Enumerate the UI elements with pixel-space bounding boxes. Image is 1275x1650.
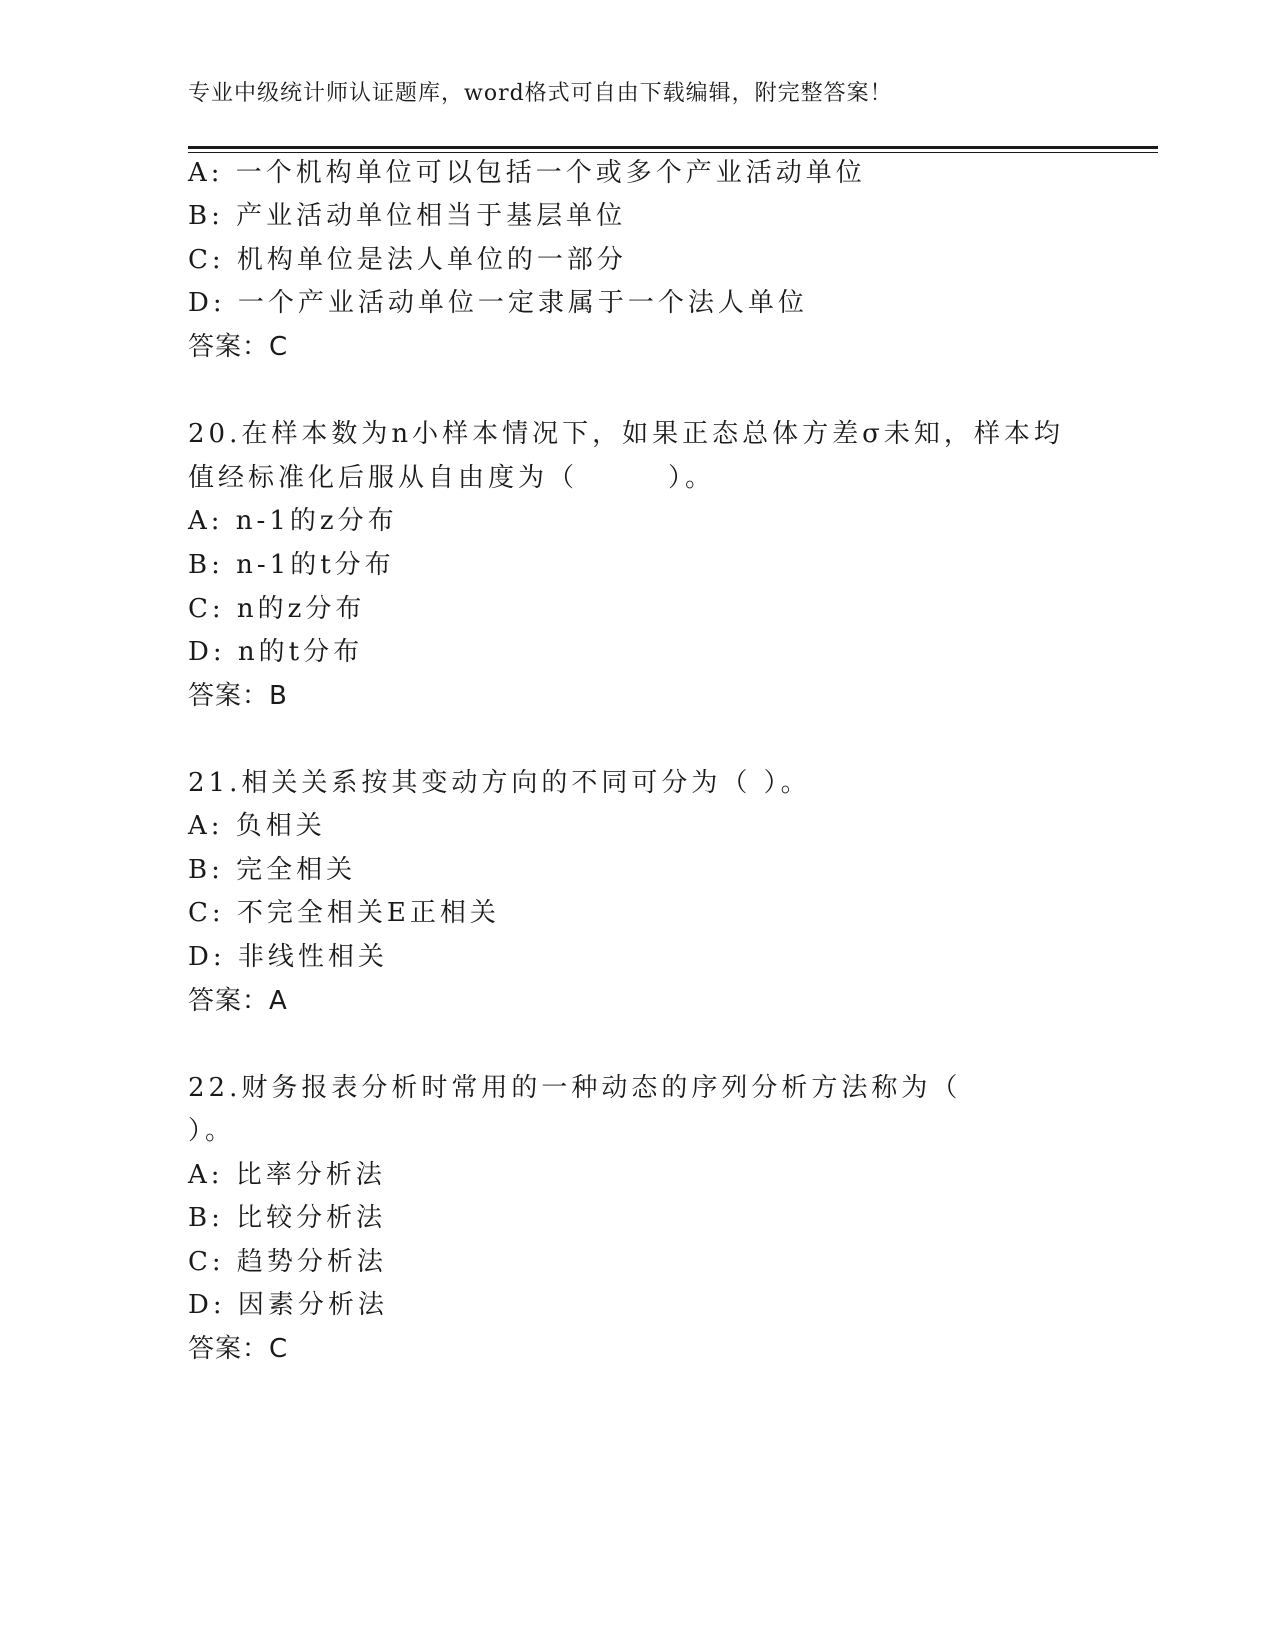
- q20-stem-line2: 值经标准化后服从自由度为（ ）。: [188, 463, 716, 493]
- q19-option-a: A: 一个机构单位可以包括一个或多个产业活动单位: [188, 158, 866, 188]
- q20-answer: 答案：B: [188, 681, 288, 711]
- q20-stem-line1: 20.在样本数为n小样本情况下，如果正态总体方差σ未知，样本均: [188, 419, 1064, 449]
- q19-option-c: C: 机构单位是法人单位的一部分: [188, 245, 627, 275]
- q21-option-c: C: 不完全相关E正相关: [188, 898, 500, 928]
- q20-option-b: B: n-1的t分布: [188, 550, 395, 580]
- q21-option-b: B: 完全相关: [188, 855, 357, 885]
- q22-stem-line2: ）。: [188, 1116, 236, 1146]
- page-header: 专业中级统计师认证题库，word格式可自由下载编辑，附完整答案！: [188, 81, 893, 106]
- q20-option-c: C: n的z分布: [188, 594, 366, 624]
- header-rule-thick: [188, 146, 1158, 149]
- q22-option-a: A: 比率分析法: [188, 1160, 386, 1190]
- q21-stem-line1: 21.相关关系按其变动方向的不同可分为（ ）。: [188, 768, 811, 798]
- q20-option-d: D: n的t分布: [188, 637, 364, 667]
- header-rule-thin: [188, 152, 1158, 153]
- q19-answer: 答案：C: [188, 332, 289, 362]
- q21-option-d: D: 非线性相关: [188, 942, 388, 972]
- q20-option-a: A: n-1的z分布: [188, 506, 398, 536]
- q21-answer: 答案：A: [188, 986, 288, 1016]
- q19-option-b: B: 产业活动单位相当于基层单位: [188, 201, 627, 231]
- q22-option-b: B: 比较分析法: [188, 1203, 387, 1233]
- q21-option-a: A: 负相关: [188, 811, 326, 841]
- q22-stem-line1: 22.财务报表分析时常用的一种动态的序列分析方法称为（: [188, 1073, 962, 1103]
- q22-option-c: C: 趋势分析法: [188, 1247, 387, 1277]
- q22-option-d: D: 因素分析法: [188, 1290, 388, 1320]
- q22-answer: 答案：C: [188, 1334, 289, 1364]
- q19-option-d: D: 一个产业活动单位一定隶属于一个法人单位: [188, 288, 808, 318]
